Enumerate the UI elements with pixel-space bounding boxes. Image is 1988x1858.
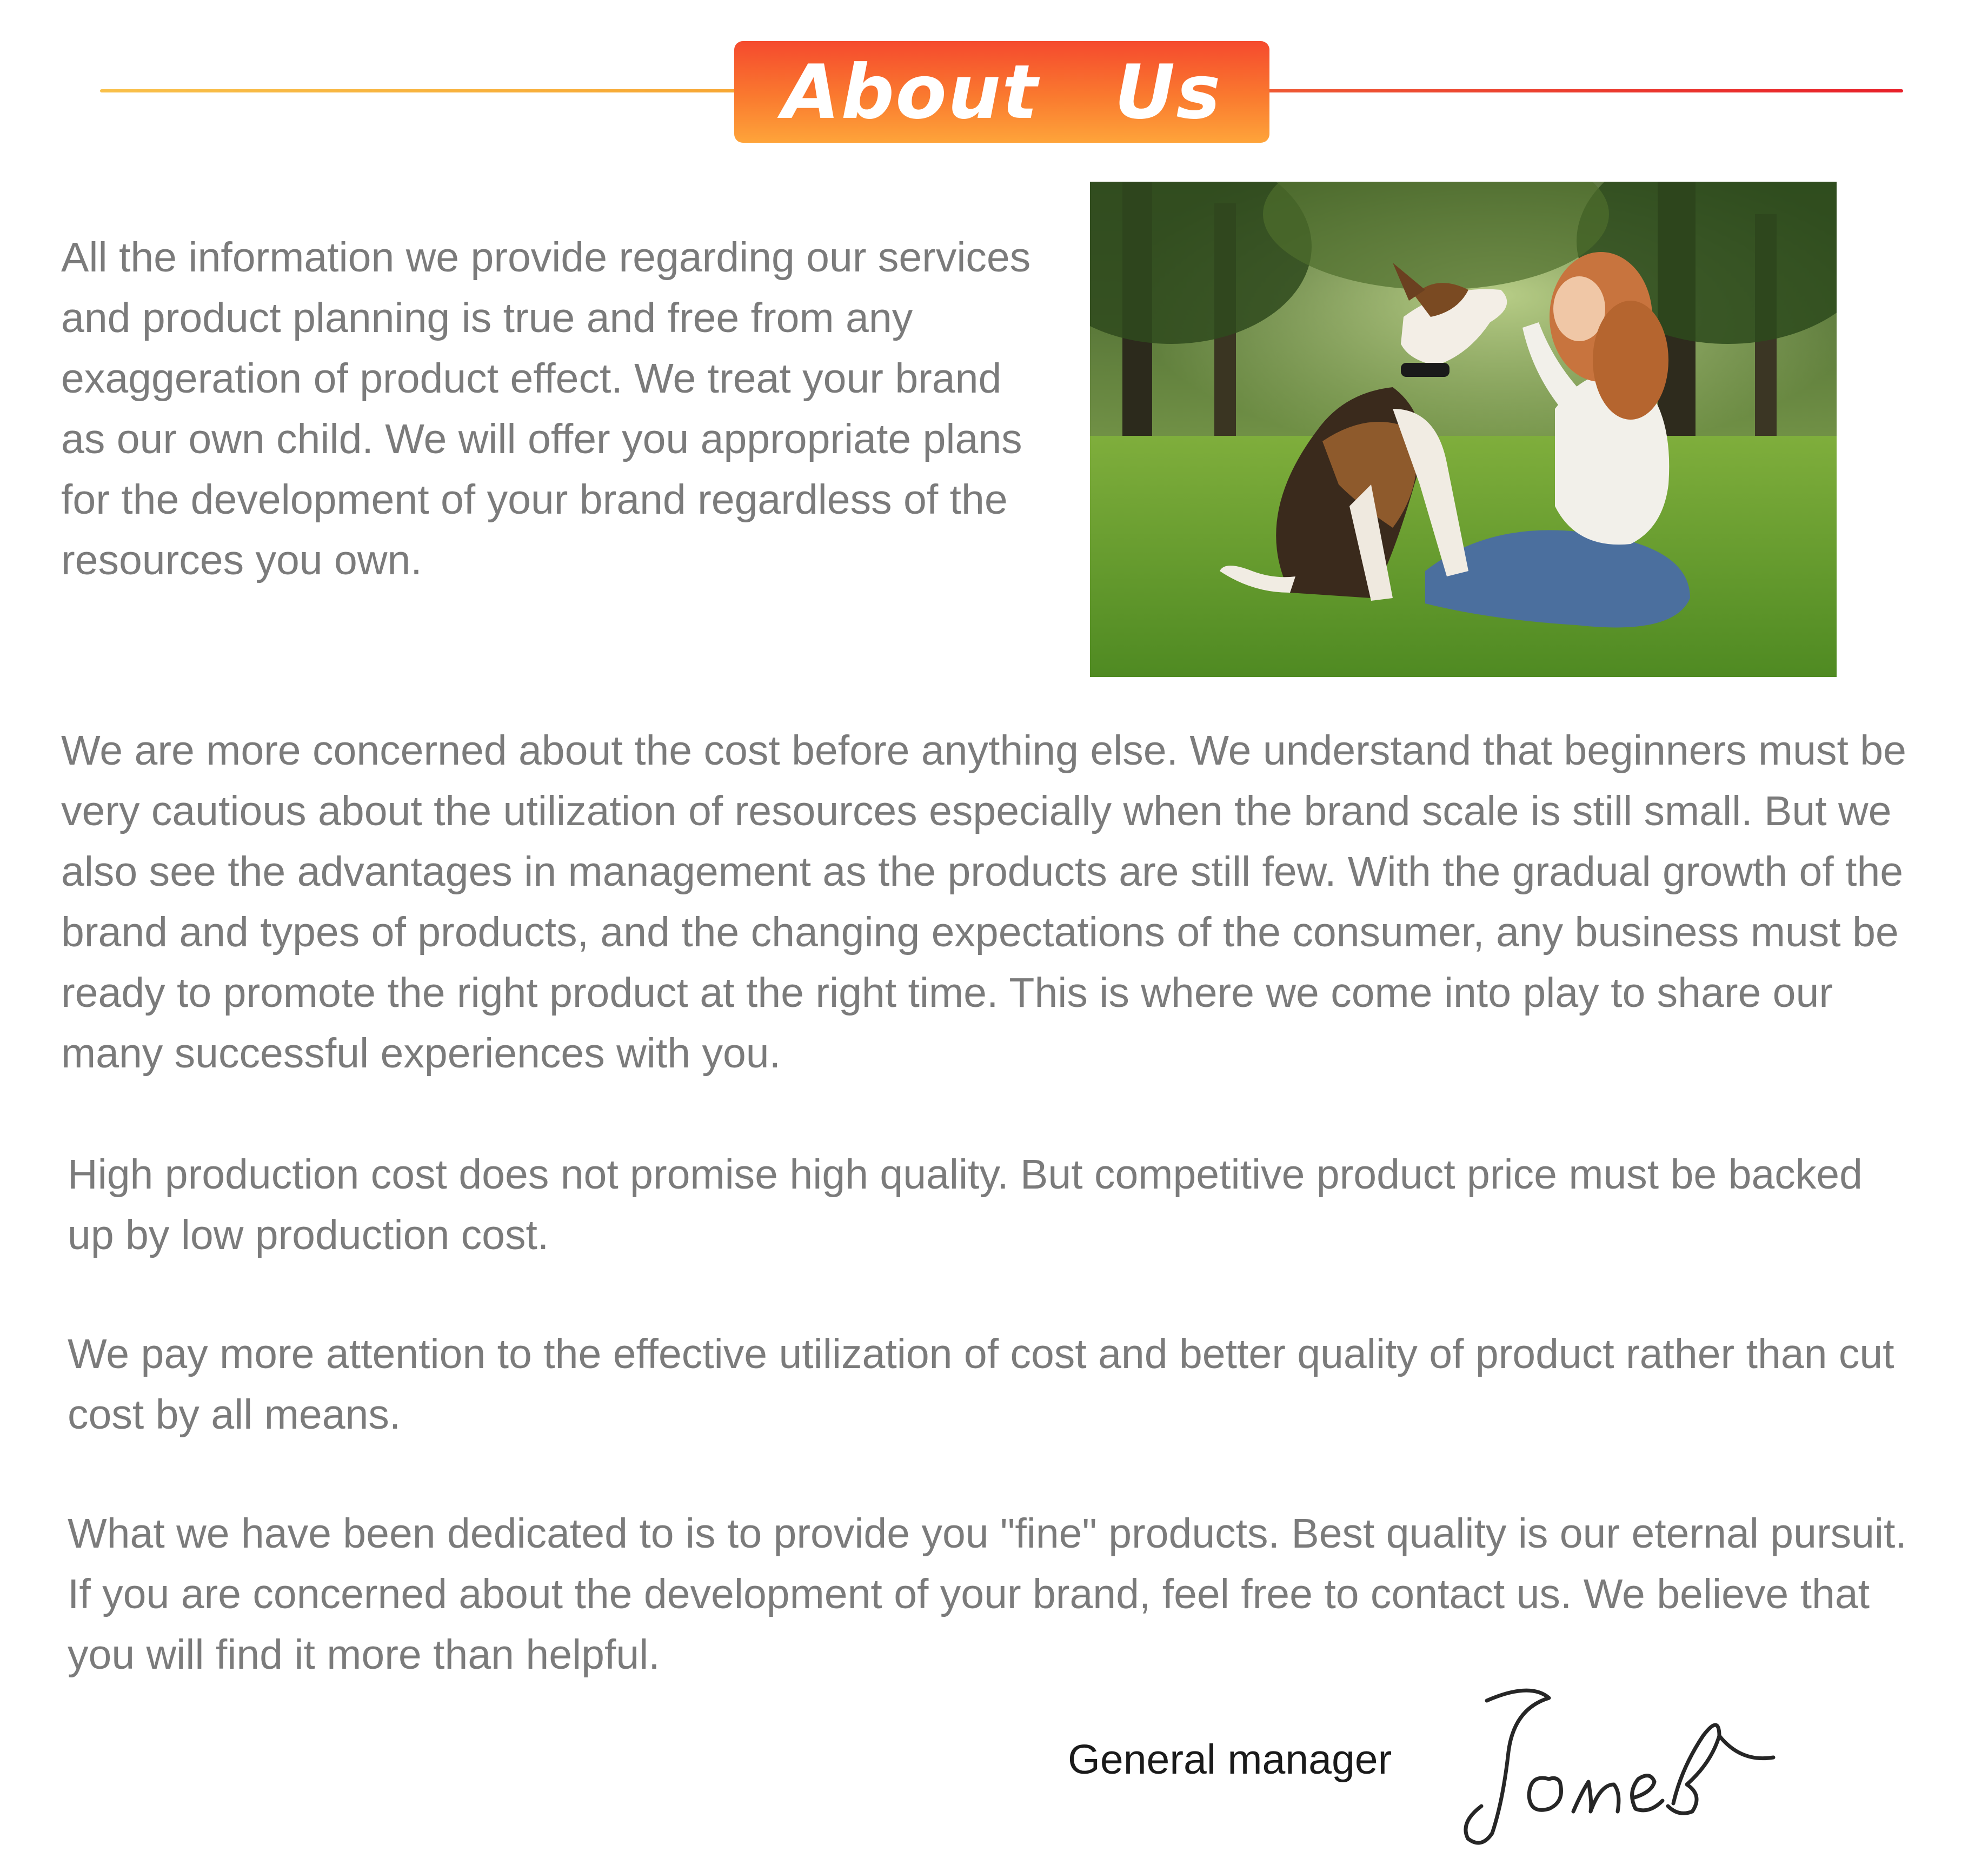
- intro-paragraph: All the information we provide regarding our services and product planning is true and free from any exaggeration of product effect. We treat your brand as our own child. We will offer you appropriate plans for the development of your brand regardless of the resources you own.: [61, 234, 1031, 583]
- cost-concern-paragraph: We are more concerned about the cost before anything else. We understand that beginners must be very cautious about the utilization of resources especially when the brand scale is still small. But we also see the advantages in management as the products are still few. With the gradual growth of the brand and types of products, and the changing expectations of the consumer, any business must be ready to promote the right product at the right time. This is where we come into play to share our many successful experiences with you.: [61, 727, 1906, 1077]
- title-badge: [734, 41, 1269, 143]
- woman-with-dog-photo: [1090, 182, 1837, 677]
- signoff-role: General manager: [1068, 1736, 1392, 1783]
- production-cost-paragraph: High production cost does not promise high quality. But competitive product price must be backed up by low production cost.: [68, 1151, 1863, 1258]
- dedication-paragraph: What we have been dedicated to is to provide you "fine" products. Best quality is our eternal pursuit. If you are concerned about the development of your brand, feel free to contact us. We believe that you will find it more than helpful.: [68, 1510, 1907, 1678]
- cost-utilization-paragraph: We pay more attention to the effective utilization of cost and better quality of product rather than cut cost by all means.: [68, 1331, 1894, 1438]
- title-divider-left: [100, 89, 738, 92]
- title-divider-right: [1262, 89, 1903, 92]
- signature-jones: [1449, 1676, 1784, 1855]
- page-title: About Us: [782, 48, 1222, 136]
